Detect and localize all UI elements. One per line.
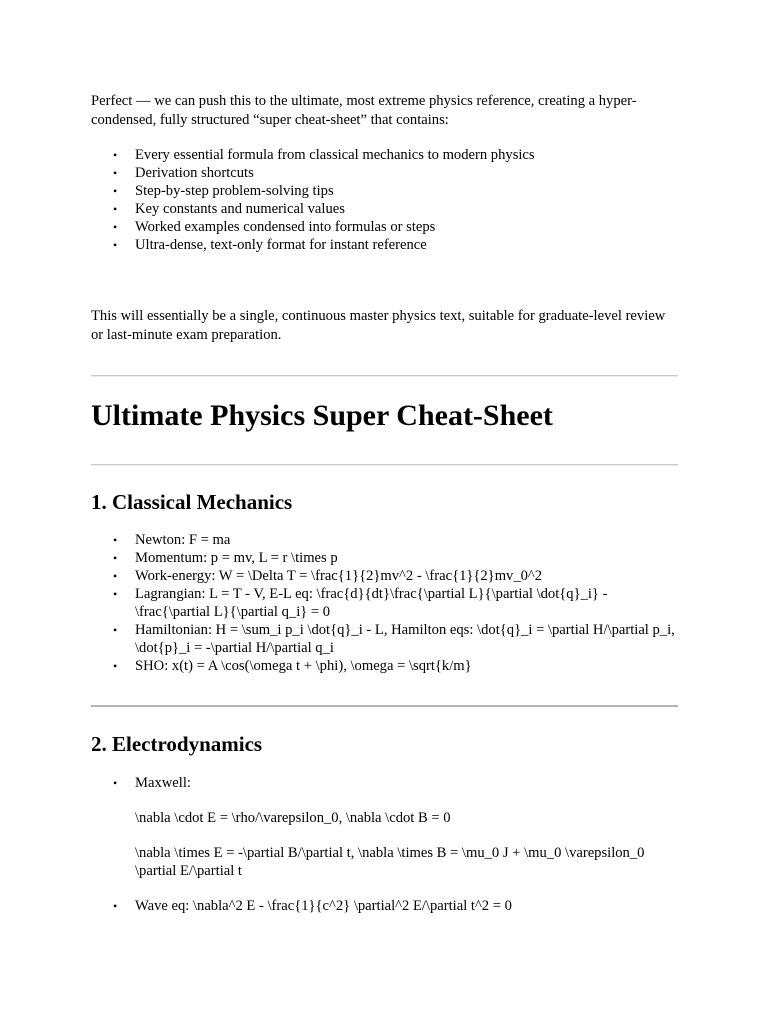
list-item-text: Step-by-step problem-solving tips <box>135 183 334 199</box>
section-heading-classical-mechanics: 1. Classical Mechanics <box>91 490 293 514</box>
maxwell-equations-divergence: \nabla \cdot E = \rho/\varepsilon_0, \nabla \cdot B = 0 <box>135 810 451 826</box>
bullet-icon: • <box>113 587 118 601</box>
list-item <box>91 897 678 915</box>
bullet-icon: • <box>113 166 118 180</box>
list-item <box>91 585 678 621</box>
list-item-text: Derivation shortcuts <box>135 165 254 181</box>
list-item <box>91 182 678 200</box>
bullet-icon: • <box>113 533 118 547</box>
bullet-icon: • <box>113 238 118 252</box>
maxwell-label: Maxwell: <box>135 775 191 791</box>
list-item <box>91 200 678 218</box>
bullet-icon: • <box>113 220 118 234</box>
list-item-text: Work-energy: W = \Delta T = \frac{1}{2}mv^2 - \frac{1}{2}mv_0^2 <box>135 568 543 584</box>
list-item <box>91 218 678 236</box>
list-item <box>91 164 678 182</box>
bullet-icon: • <box>113 776 118 790</box>
bullet-icon: • <box>113 184 118 198</box>
list-item-text: Hamiltonian: H = \sum_i p_i \dot{q}_i - L, Hamilton eqs: \dot{q}_i = \partial H/\partial p_i, \dot{p}_i = -\partial H/\partial q_i <box>135 622 675 656</box>
divider <box>91 705 678 707</box>
maxwell-equations-curl: \nabla \times E = -\partial B/\partial t, \nabla \times B = \mu_0 J + \mu_0 \varepsilon_0 \partial E/\partial t <box>135 845 645 879</box>
page-title: Ultimate Physics Super Cheat-Sheet <box>91 399 553 432</box>
classical-mechanics-list <box>91 531 678 675</box>
list-item-text: Every essential formula from classical mechanics to modern physics <box>135 147 535 163</box>
list-item <box>91 549 678 567</box>
list-item-text: Ultra-dense, text-only format for instant reference <box>135 237 427 253</box>
intro-list <box>91 146 678 254</box>
list-item <box>91 146 678 164</box>
divider <box>91 375 678 377</box>
section-heading-electrodynamics: 2. Electrodynamics <box>91 732 263 756</box>
bullet-icon: • <box>113 148 118 162</box>
list-item-text: SHO: x(t) = A \cos(\omega t + \phi), \omega = \sqrt{k/m} <box>135 658 472 674</box>
list-item-text: Newton: F = ma <box>135 532 231 548</box>
list-item <box>91 567 678 585</box>
bullet-icon: • <box>113 899 118 913</box>
list-item-text: Worked examples condensed into formulas or steps <box>135 219 436 235</box>
bullet-icon: • <box>113 551 118 565</box>
bullet-icon: • <box>113 659 118 673</box>
divider <box>91 464 678 466</box>
list-item <box>91 774 678 880</box>
closing-paragraph: This will essentially be a single, continuous master physics text, suitable for graduate-level review or last-minute exam preparation. <box>91 308 666 343</box>
list-item-text: Momentum: p = mv, L = r \times p <box>135 550 338 566</box>
bullet-icon: • <box>113 569 118 583</box>
list-item <box>91 236 678 254</box>
list-item <box>91 621 678 657</box>
list-item <box>91 657 678 675</box>
list-item <box>91 531 678 549</box>
bullet-icon: • <box>113 623 118 637</box>
intro-paragraph: Perfect — we can push this to the ultimate, most extreme physics reference, creating a hyper-condensed, fully structured “super cheat-sheet” that contains: <box>91 93 637 128</box>
list-item-text: Key constants and numerical values <box>135 201 345 217</box>
bullet-icon: • <box>113 202 118 216</box>
list-item-text: Lagrangian: L = T - V, E-L eq: \frac{d}{dt}\frac{\partial L}{\partial \dot{q}_i} - \frac{\partial L}{\partial q_i} = 0 <box>135 586 608 620</box>
electrodynamics-list <box>91 774 678 915</box>
list-item-text: Wave eq: \nabla^2 E - \frac{1}{c^2} \partial^2 E/\partial t^2 = 0 <box>135 898 512 914</box>
